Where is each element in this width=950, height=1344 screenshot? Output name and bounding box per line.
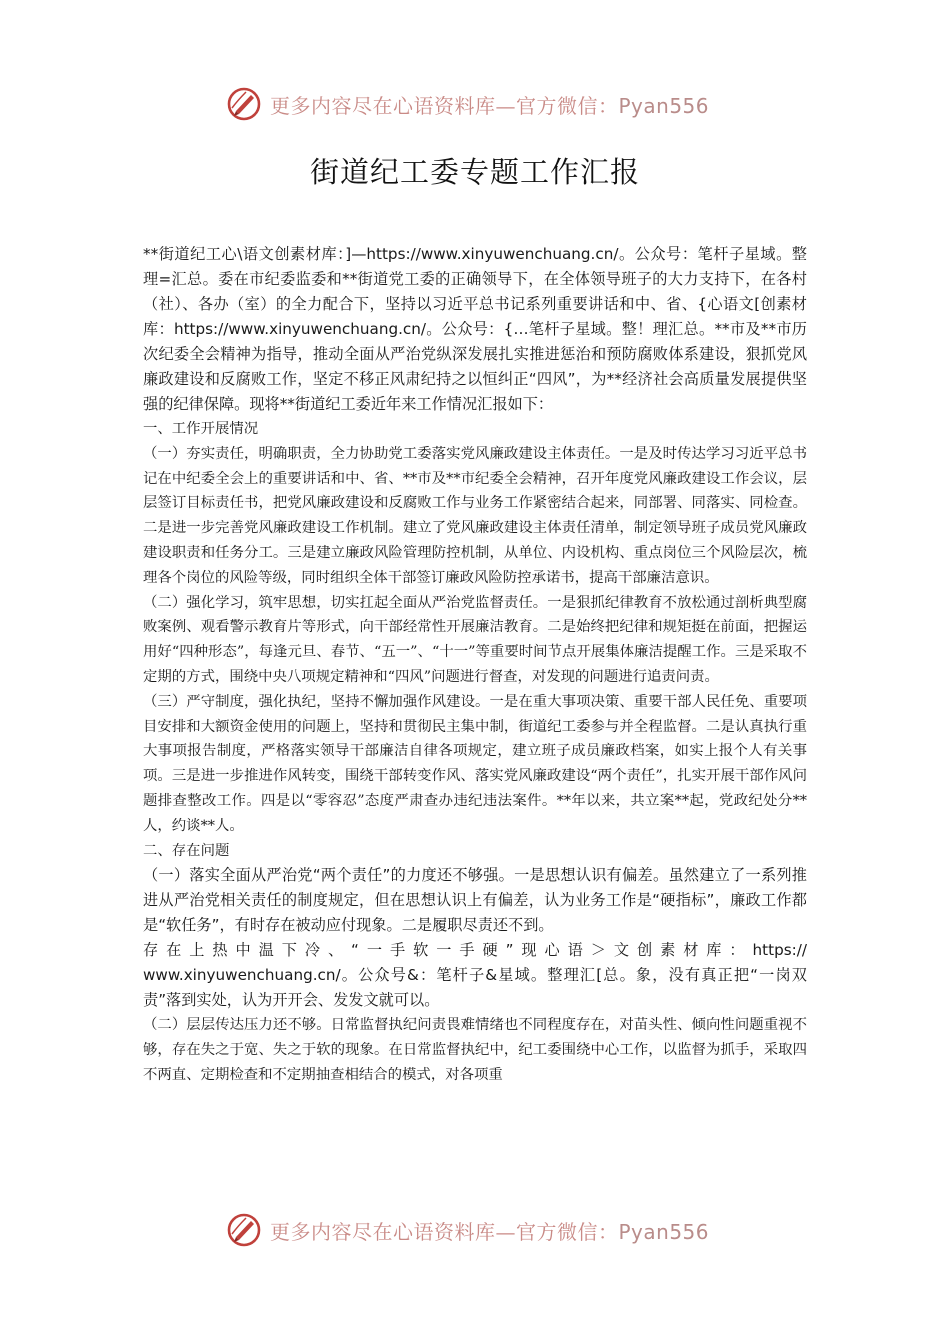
section2-heading: 二、存在问题 xyxy=(143,842,230,859)
footer-banner-wechat: Pyan556 xyxy=(618,1219,710,1244)
pen-logo-icon xyxy=(226,1212,262,1248)
section2-item1-part-a: （一）落实全面从严治党“两个责任”的力度还不够强。一是思想认识有偏差。虽然建立了一系列推进从严治党相关责任的制度规定，但在思想认识上有偏差，认为业务工作是“硬指标”，廉政工作都是“软任务”，有时存在被动应付现象。二是履职尽责还不到。 xyxy=(143,866,807,935)
header-banner-text xyxy=(270,90,709,119)
section1-item3: （三）严守制度，强化执纪，坚持不懈加强作风建设。一是在重大事项决策、重要干部人民任免、重要项目安排和大额资金使用的问题上，坚持和贯彻民主集中制，街道纪工委参与并全程监督。二是认真执行重大事项报告制度，严格落实领导干部廉洁自律各项规定，建立班子成员廉政档案，如实上报个人有关事项。三是进一步推进作风转变，围绕干部转变作风、落实党风廉政建设“两个责任”，扎实开展干部作风问题排查整改工作。四是以“零容忍”态度严肃查办违纪违法案件。**年以来，共立案**起，党政纪处分**人，约谈**人。 xyxy=(143,693,807,834)
intro-paragraph: **街道纪工心\语文创素材库：]—https://www.xinyuwenchuang.cn/。公众号：笔杆子星域。整理=汇总。委在市纪委监委和**街道党工委的正确领导下，在全体领导班子的大力支持下，在各村（社）、各办（室）的全力配合下，坚持以习近平总书记系列重要讲话和中、省、{心语文[创素材库：https://www.xinyuwenchuang.cn/。公众号：{…笔杆子星域。整！理汇总。**市及**市历次纪委全会精神为指导，推动全面从严治党纵深发展扎实推进惩治和预防腐败体系建设，狠抓党风廉政建设和反腐败工作，坚定不移正风肃纪持之以恒纠正“四风”，为**经济社会高质量发展提供坚强的纪律保障。现将**街道纪工委近年来工作情况汇报如下： xyxy=(143,245,807,413)
footer-banner xyxy=(226,1210,726,1250)
header-banner-label: 更多内容尽在心语资料库—官方微信： xyxy=(270,93,619,118)
document-title: 街道纪工委专题工作汇报 xyxy=(309,155,640,189)
section2-item1-part-b: 存在上热中温下冷、“一手软一手硬”现心语＞文创素材库：https:// xyxy=(143,941,807,960)
section1-item2: （二）强化学习，筑牢思想，切实扛起全面从严治党监督责任。一是狠抓纪律教育不放松通过剖析典型腐败案例、观看警示教育片等形式，向干部经常性开展廉洁教育。二是始终把纪律和规矩挺在前面，把握运用好“四种形态”，每逢元旦、春节、“五一”、“十一”等重要时间节点开展集体廉洁提醒工作。三是采取不定期的方式，围绕中央八项规定精神和“四风”问题进行督查，对发现的问题进行追责问责。 xyxy=(143,594,807,685)
pen-logo-icon xyxy=(226,86,262,122)
footer-banner-label: 更多内容尽在心语资料库—官方微信： xyxy=(270,1219,619,1244)
section2-item2: （二）层层传达压力还不够。日常监督执纪问责畏难情绪也不同程度存在，对苗头性、倾向性问题重视不够，存在失之于宽、失之于软的现象。在日常监督执纪中，纪工委围绕中心工作，以监督为抓手，采取四不两直、定期检查和不定期抽查相结合的模式，对各项重 xyxy=(143,1017,807,1083)
header-banner-wechat: Pyan556 xyxy=(618,93,710,118)
footer-banner-text xyxy=(270,1216,709,1245)
section2-item1-part-c: www.xinyuwenchuang.cn/。公众号&：笔杆子&星域。整理汇[总。象，没有真正把“一岗双责”落到实处，认为开开会、发发文就可以。 xyxy=(143,966,807,1010)
section1-heading: 一、工作开展情况 xyxy=(143,421,259,437)
section1-item1: （一）夯实责任，明确职责，全力协助党工委落实党风廉政建设主体责任。一是及时传达学习习近平总书记在中纪委全会上的重要讲话和中、省、**市及**市纪委全会精神，召开年度党风廉政建设工作会议，层层签订目标责任书，把党风廉政建设和反腐败工作与业务工作紧密结合起来，同部署、同落实、同检查。二是进一步完善党风廉政建设工作机制。建立了党风廉政建设主体责任清单，制定领导班子成员党风廉政建设职责和任务分工。三是建立廉政风险管理防控机制，从单位、内设机构、重点岗位三个风险层次，梳理各个岗位的风险等级，同时组织全体干部签订廉政风险防控承诺书，提高干部廉洁意识。 xyxy=(143,445,807,586)
document-body xyxy=(143,242,807,1088)
header-banner xyxy=(226,84,726,124)
